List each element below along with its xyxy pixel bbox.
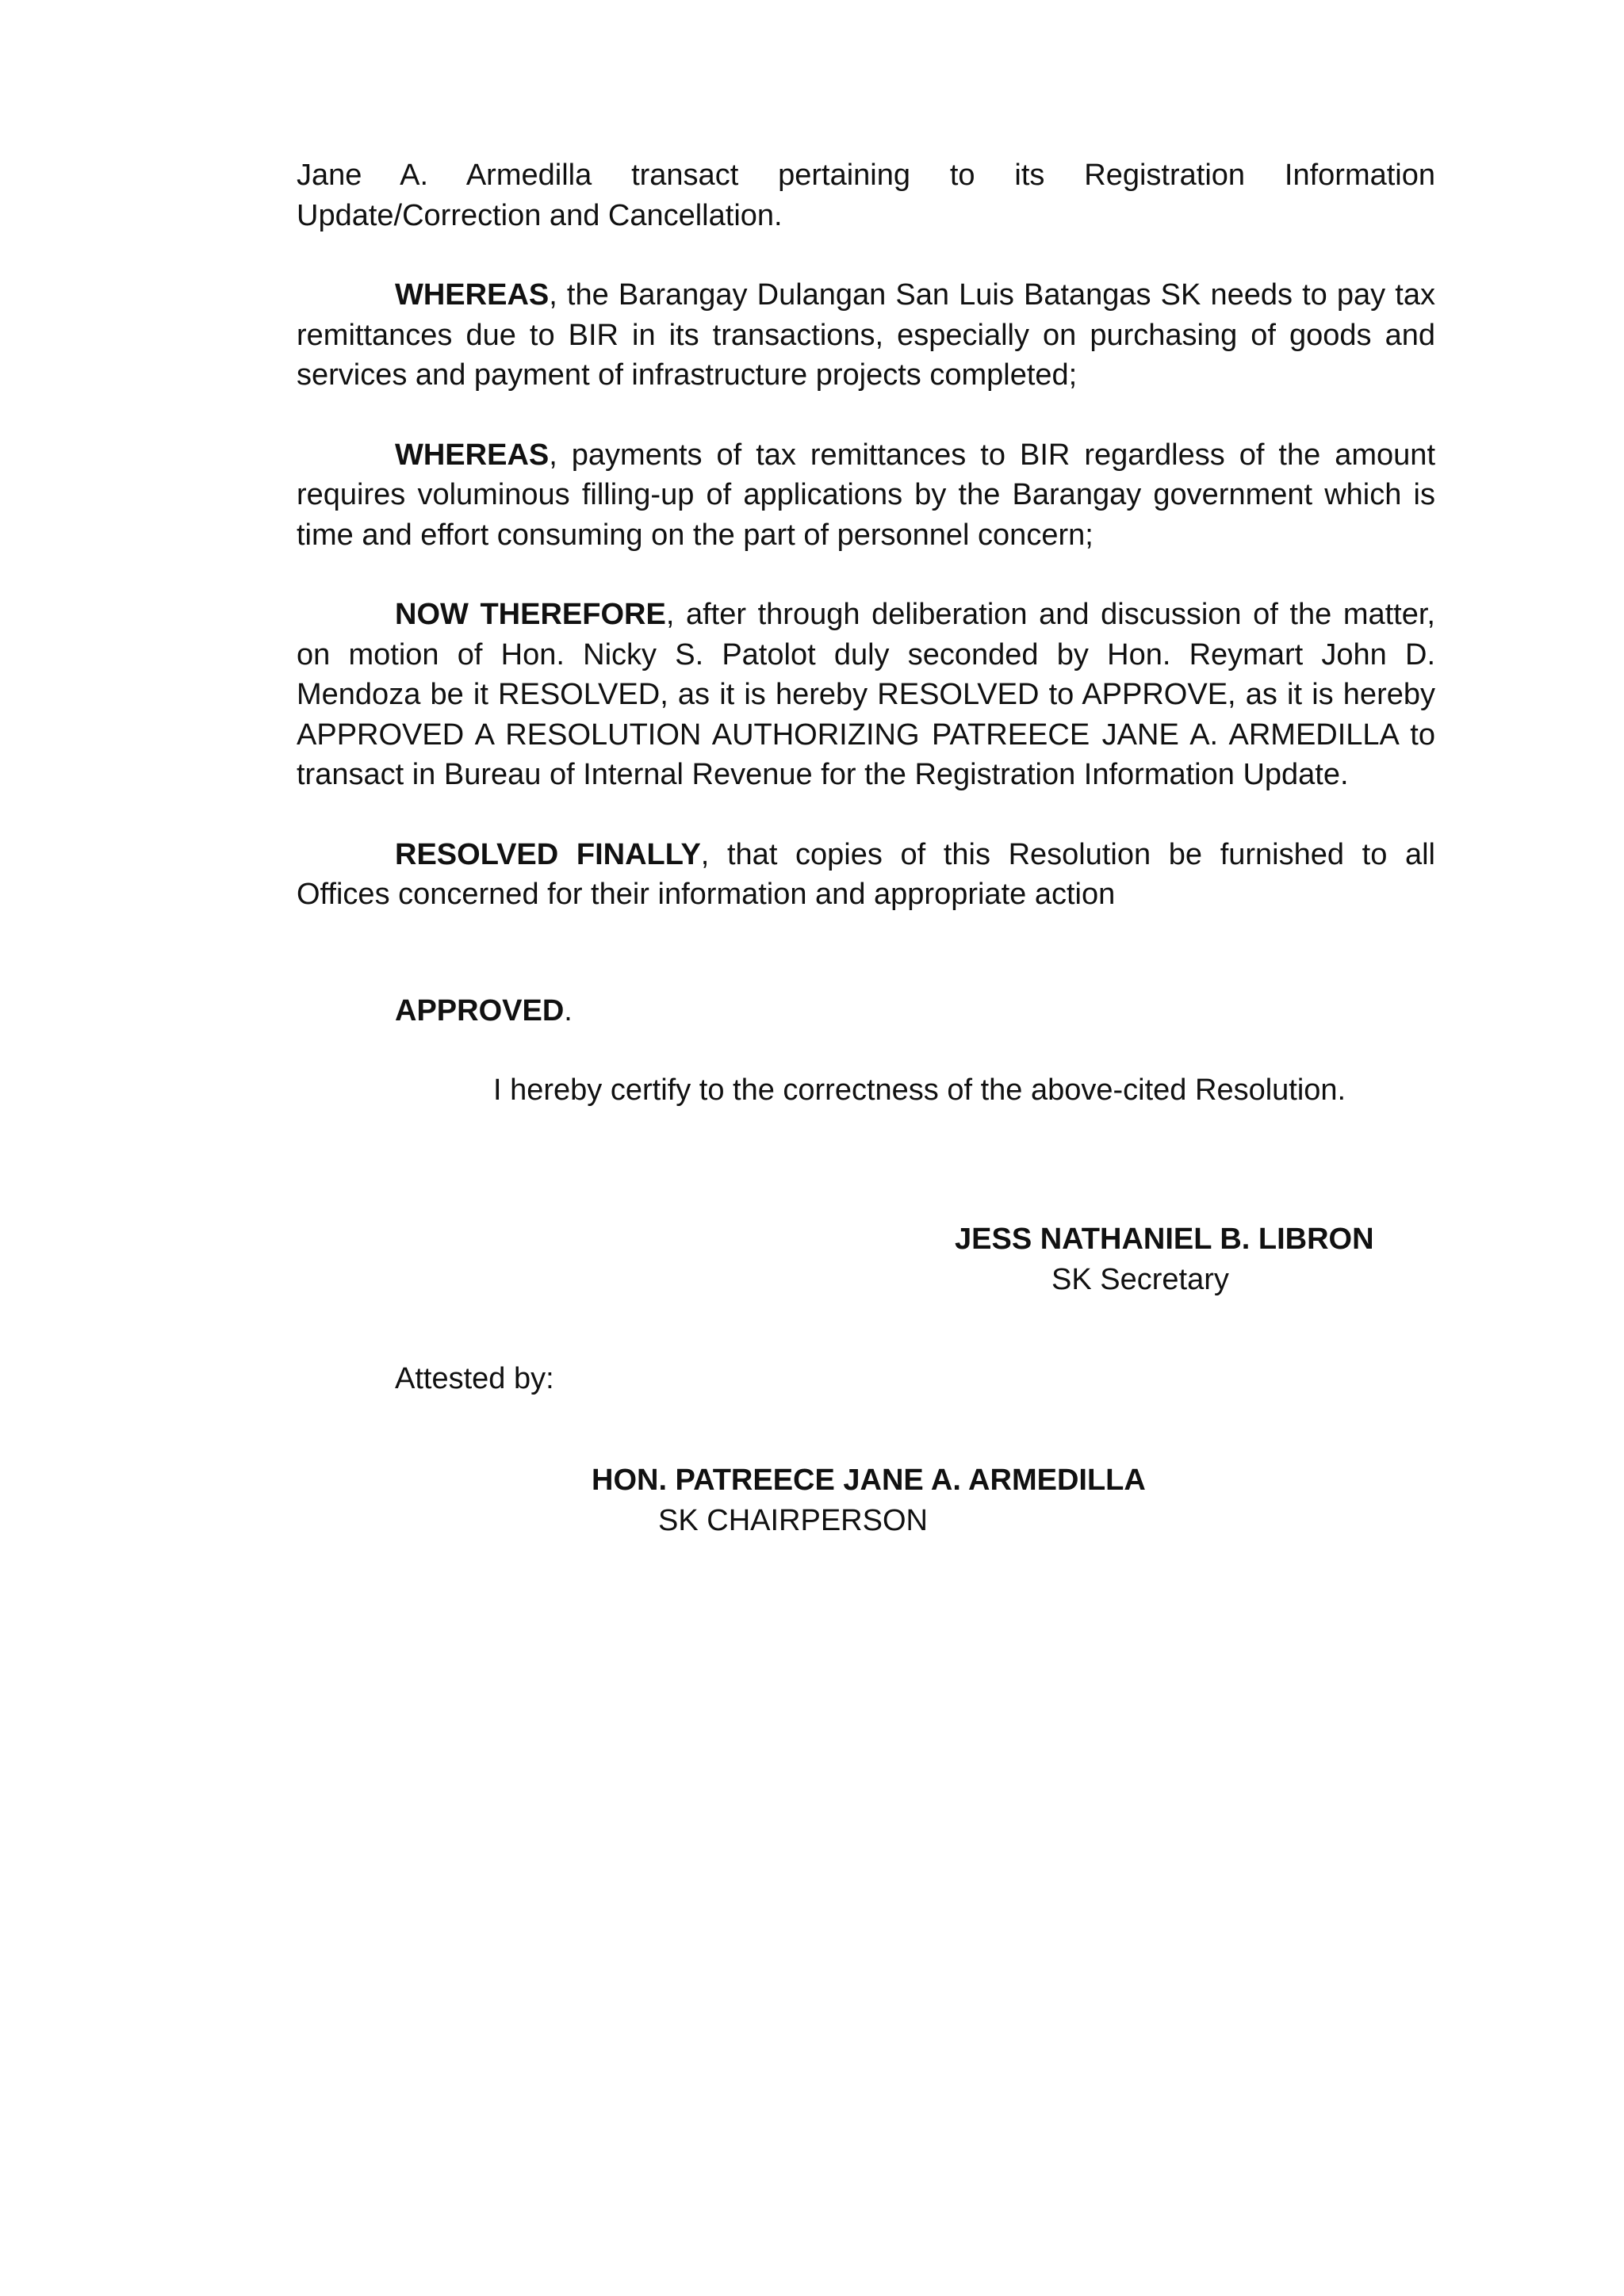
document-body [297, 155, 1435, 1111]
approved-line [297, 991, 1435, 1031]
chairperson-role: SK CHAIRPERSON [658, 1503, 928, 1537]
secretary-signature-block [955, 1219, 1374, 1299]
attested-label: Attested by: [395, 1362, 554, 1395]
whereas-paragraph-2 [297, 435, 1435, 556]
paragraph-lead: NOW THEREFORE [395, 598, 666, 631]
secretary-role: SK Secretary [1051, 1262, 1229, 1296]
resolved-finally-paragraph [297, 835, 1435, 915]
paragraph-text: , payments of tax remittances to BIR regardless of the amount requires voluminous filling-up of applications by the Barangay government which is time and effort consuming on the part of personnel concern; [297, 438, 1435, 552]
now-therefore-paragraph [297, 595, 1435, 795]
whereas-paragraph-1 [297, 275, 1435, 396]
paragraph-text: , after through deliberation and discussion of the matter, on motion of Hon. Nicky S. Patolot duly seconded by Hon. Reymart John D. Mendoza be it RESOLVED, as it is hereby RESOLVED to APPROVE, as it is hereby APPROVED A RESOLUTION AUTHORIZING PATREECE JANE A. ARMEDILLA to transact in Bureau of Internal Revenue for the Registration Information Update. [297, 598, 1435, 791]
paragraph-lead: WHEREAS [395, 278, 550, 312]
paragraph-text: , the Barangay Dulangan San Luis Batangas SK needs to pay tax remittances due to BIR in its transactions, especially on purchasing of goods and services and payment of infrastructure projects completed; [297, 278, 1435, 392]
certification-line: I hereby certify to the correctness of the above-cited Resolution. [493, 1073, 1346, 1107]
chairperson-signature-block [592, 1460, 1146, 1540]
paragraph-text: , that copies of this Resolution be furnished to all Offices concerned for their information and appropriate action [297, 837, 1435, 911]
secretary-name: JESS NATHANIEL B. LIBRON [955, 1223, 1374, 1256]
approved-label: APPROVED [395, 993, 565, 1027]
paragraph-lead: WHEREAS [395, 438, 550, 472]
chairperson-name: HON. PATREECE JANE A. ARMEDILLA [592, 1464, 1146, 1497]
approved-period: . [564, 993, 573, 1027]
paragraph-lead: RESOLVED FINALLY [395, 837, 701, 871]
continuation-paragraph: Jane A. Armedilla transact pertaining to its Registration Information Update/Correction and Cancellation. [297, 159, 1435, 232]
